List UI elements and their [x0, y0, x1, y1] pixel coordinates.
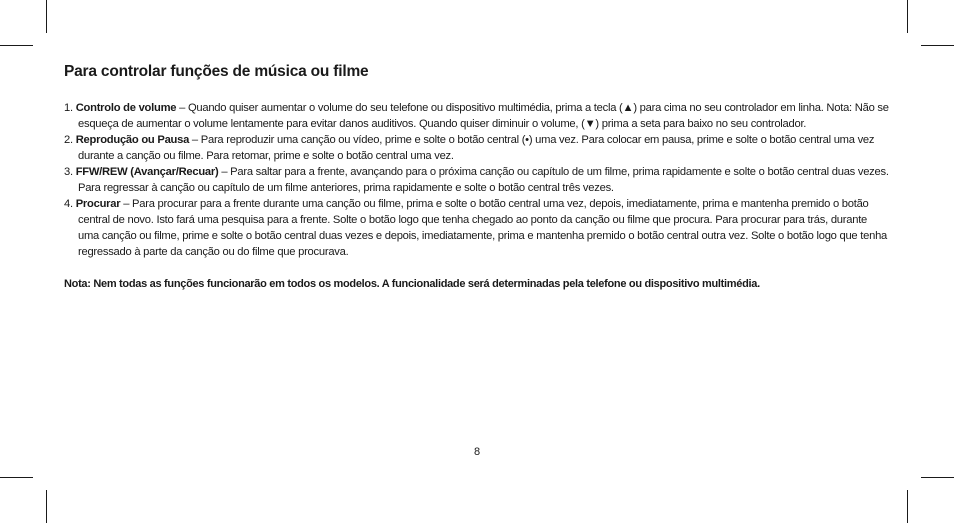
item-number: 1. [64, 102, 73, 114]
item-number: 3. [64, 166, 73, 178]
crop-mark-top-right-horizontal [921, 45, 954, 46]
compatibility-note: Nota: Nem todas as funções funcionarão em todos os modelos. A funcionalidade será determinadas pela telefone ou dispositivo multimédia. [64, 278, 760, 290]
item-title: Reprodução ou Pausa [75, 134, 190, 146]
item-title: FFW/REW (Avançar/Recuar) [75, 166, 219, 178]
crop-mark-bottom-right-vertical [907, 490, 908, 523]
instruction-item-search [64, 196, 890, 260]
item-text: – Para saltar para a frente, avançando para o próxima canção ou capítulo de um filme, prima rapidamente e solte o botão central duas vezes. Para regressar à canção ou capítulo de um filme anteriores, prima rapidamente e solte o botão central três vezes. [78, 166, 889, 194]
crop-mark-top-right-vertical [907, 0, 908, 33]
item-text: – Para reproduzir uma canção ou vídeo, prime e solte o botão central (•) uma vez. Para colocar em pausa, prime e solte o botão central uma vez durante a canção ou filme. Para retomar, prime e solte o botão central uma vez. [78, 134, 875, 162]
item-title: Controlo de volume [75, 102, 177, 114]
item-text: – Para procurar para a frente durante uma canção ou filme, prima e solte o botão central uma vez, depois, imediatamente, prima e mantenha premido o botão central de novo. Isto fará uma pesquisa para a frente. Solte o botão logo que tenha chegado ao ponto da canção ou filme que procura. Para procurar para trás, durante uma canção ou filme, prime e solte o botão central duas vezes e depois, imediatamente, prima e mantenha premido o botão central outra vez. Solte o botão logo que tenha regressado à parte da canção ou do filme que procurava. [78, 198, 888, 258]
instructions-body [64, 100, 890, 292]
instruction-item-ffw-rew [64, 164, 890, 196]
crop-mark-bottom-left-horizontal [0, 477, 33, 478]
page-heading: Para controlar funções de música ou filme [64, 63, 369, 80]
item-title: Procurar [75, 198, 121, 210]
instruction-item-play-pause [64, 132, 890, 164]
crop-mark-bottom-right-horizontal [921, 477, 954, 478]
crop-mark-top-left-vertical [46, 0, 47, 33]
item-text: – Quando quiser aumentar o volume do seu telefone ou dispositivo multimédia, prima a tecla (▲) para cima no seu controlador em linha. Nota: Não se esqueça de aumentar o volume lentamente para evitar danos auditivos. Quando quiser diminuir o volume, (▼) prima a seta para baixo no seu controlador. [78, 102, 889, 130]
item-number: 4. [64, 198, 73, 210]
item-number: 2. [64, 134, 73, 146]
instruction-item-volume [64, 100, 890, 132]
crop-mark-top-left-horizontal [0, 45, 33, 46]
page-number: 8 [473, 446, 481, 458]
crop-mark-bottom-left-vertical [46, 490, 47, 523]
